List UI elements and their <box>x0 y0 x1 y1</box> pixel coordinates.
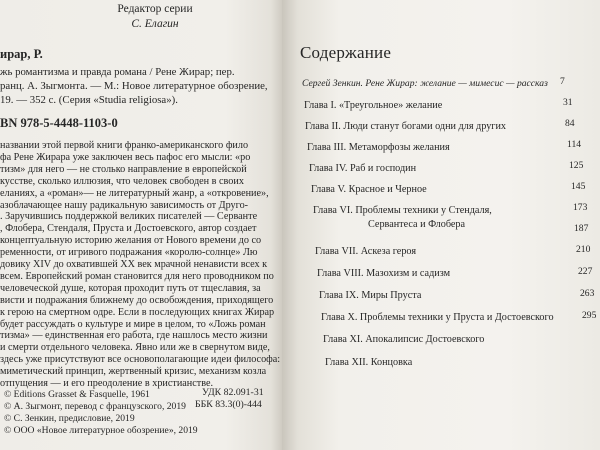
toc-entry-page: 84 <box>565 118 575 129</box>
toc-entry-label: Глава XII. Концовка <box>325 357 413 368</box>
toc-entry-page: 145 <box>571 181 586 192</box>
toc-entry-label-continued: Сервантеса и Флобера <box>368 219 466 230</box>
annotation-line: еланиях, а «роман»— не литературный жанр, а «откровение», <box>0 187 269 199</box>
toc-entry-page: 7 <box>560 76 565 87</box>
toc-entry-page: 227 <box>578 266 593 277</box>
annotation-line: будет рассуждать о культуре и мире в целом, то «Ложь роман <box>0 318 266 330</box>
toc-entry-label: Глава VII. Аскеза героя <box>315 246 417 257</box>
toc-entry-page: 114 <box>567 139 582 150</box>
toc-entry-label: Глава II. Люди станут богами одни для других <box>305 121 507 132</box>
copyright-line: © ООО «Новое литературное обозрение», 2019 <box>4 425 198 436</box>
annotation-line: азоблачающее нашу радикальную зависимость от Друго- <box>0 199 249 211</box>
toc-entry-label: Глава IX. Миры Пруста <box>319 290 422 301</box>
toc-entry-label: Глава VIII. Мазохизм и садизм <box>317 268 451 279</box>
annotation-line: кусстве, сколько иллюзия, что человек свободен в своих <box>0 175 244 187</box>
toc-entry-label: Глава IV. Раб и господин <box>309 163 417 174</box>
annotation-line: фа Рене Жирара уже заключен весь пафос его мысли: «ро <box>0 151 251 163</box>
toc-entry-page: 210 <box>576 244 591 255</box>
toc-entry-page: 263 <box>580 288 595 299</box>
annotation-line: тизма» — единственная его работа, где нашлось место жизни <box>0 330 268 342</box>
toc-entry-page: 125 <box>569 160 584 171</box>
toc-entry-label: Глава III. Метаморфозы желания <box>307 142 450 153</box>
catalog-line: жь романтизма и правда романа / Рене Жирар; пер. <box>0 66 235 78</box>
annotation-line: человеческой душе, которая проходит путь от тщеславия, за <box>0 282 261 294</box>
catalog-line: 19. — 352 с. (Серия «Studia religiosa»). <box>0 94 178 106</box>
toc-entry-page: 31 <box>563 97 573 108</box>
annotation-line: концептуальную историю желания от Нового времени до со <box>0 235 262 247</box>
annotation-line: . Заручившись поддержкой великих писателей — Серванте <box>0 211 258 223</box>
annotation-line: тизм» для него — не столько направление в европейской <box>0 163 247 175</box>
annotation-line: всем. Европейский роман становится для него проводником по <box>0 270 274 282</box>
bbk-code: ББК 83.3(0)-444 <box>195 399 262 410</box>
annotation-line: , Флобера, Стендаля, Пруста и Достоевского, автор создает <box>0 223 257 235</box>
annotation-line: висти и подражания ближнему до освобождения, приходящего <box>0 294 274 306</box>
toc-entry-page: 295 <box>582 310 597 321</box>
catalog-line: ранц. А. Зыгмонта. — М.: Новое литературное обозрение, <box>0 80 268 92</box>
toc-entry-label: Глава X. Проблемы техники у Пруста и Достоевского <box>321 312 554 323</box>
annotation-line: здесь уже присутствуют все основополагающие идеи философа: <box>0 354 281 366</box>
toc-entry-label: Глава I. «Треугольное» желание <box>304 100 443 111</box>
imprint-page <box>0 0 282 450</box>
annotation-line: миметический принцип, жертвенный кризис, механизм козла <box>0 366 267 378</box>
annotation-line: отпущения — и его преодоление в христианстве. <box>0 378 214 389</box>
toc-entry-label: Глава XI. Апокалипсис Достоевского <box>323 334 485 345</box>
copyright-line: © Editions Grasset & Fasquelle, 1961 <box>4 389 150 400</box>
udk-code: УДК 82.091-31 <box>202 387 264 398</box>
copyright-line: © С. Зенкин, предисловие, 2019 <box>4 413 135 424</box>
toc-entry-page: 173 <box>573 202 588 213</box>
toc-entry-label: Глава VI. Проблемы техники у Стендаля, <box>313 205 492 216</box>
annotation-line: к герою на смертном одре. Если в последующих книгах Жирар <box>0 306 275 318</box>
annotation-line: довику XIV до охватившей XX век мрачной ненависти всех к <box>0 259 268 270</box>
annotation-line: и смерти отдельного человека. Явно или же в свернутом виде, <box>0 342 270 354</box>
series-editor-title: Редактор серии <box>117 3 193 15</box>
toc-entry-label: Глава V. Красное и Черное <box>311 184 427 195</box>
toc-entry-label: Сергей Зенкин. Рене Жирар: желание — мимесис — рассказ <box>302 78 548 89</box>
contents-page <box>282 0 600 450</box>
series-editor-name: С. Елагин <box>131 18 179 30</box>
annotation-line: ременности, от игривого подражания «королю-солнце» Лю <box>0 247 258 259</box>
copyright-line: © А. Зыгмонт, перевод с французского, 2019 <box>4 401 186 412</box>
annotation-line: названии этой первой книги франко-американского фило <box>0 140 249 151</box>
isbn: BN 978-5-4448-1103-0 <box>0 116 118 130</box>
toc-title: Содержание <box>300 43 392 62</box>
author-heading: ирар, Р. <box>0 47 43 61</box>
toc-entry-page: 187 <box>574 223 589 234</box>
